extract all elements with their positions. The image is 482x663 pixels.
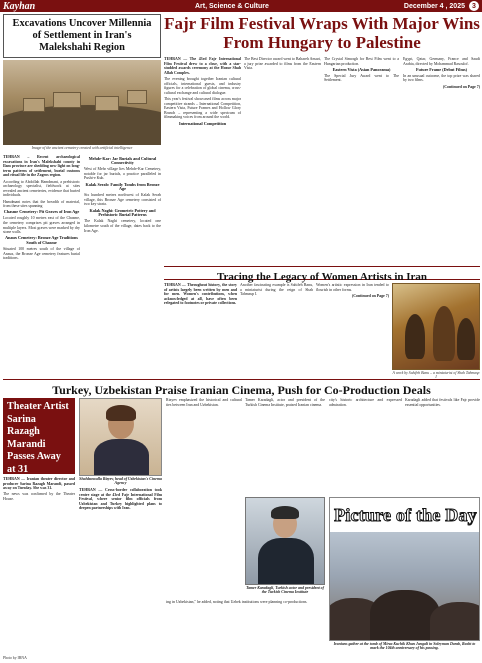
section-title: Art, Science & Culture xyxy=(194,2,269,10)
paragraph: The Best Director award went to Bahareh Ansari, a jury prize awarded to films from the Eastern Vista. xyxy=(244,57,321,71)
paragraph: Women's artistic expression in Iran tended to flourish in other forms. xyxy=(316,283,389,292)
paragraph: Another fascinating example is Sahifeh Banu, a miniaturist during the reign of Shah Tahmasp I. xyxy=(240,283,313,297)
cemetery-image xyxy=(3,60,161,145)
paragraph: Located roughly 10 metres east of the Chasme, the cemetery comprises pit graves arranged in multiple layers. Most graves were marked by dry stone walls. xyxy=(3,216,80,235)
festival-column-3 xyxy=(324,57,399,262)
turkey-column-5 xyxy=(405,398,480,494)
paragraph: Hamdmani notes that the breadth of material, from these sites spanning xyxy=(3,199,80,209)
paragraph: According to Abdollah Hamdmani, a prehistoric archaeology specialist, fieldwork at sites revealed ancient cemeteries, evidence that buried individuals. xyxy=(3,179,80,198)
potd-image xyxy=(330,532,480,641)
tracing-column-1 xyxy=(164,283,237,378)
paragraph: The Kalak Naghi cemetery, located one kilometre south of the village, dates back to the Iron Age. xyxy=(84,219,161,233)
turkey-headline xyxy=(3,381,480,395)
paragraph: TEHRAN — Cross-border collaboration took centre stage at the 43rd Fajr International Film Festival, where senior film officials from Uzbekistan and Turkey highlighted plans to deepen partnerships with Iran. xyxy=(79,488,162,511)
paragraph: The Special Jury Award went to The Settlement. xyxy=(324,73,399,83)
tracing-column-3 xyxy=(316,283,389,378)
karadagli-portrait-caption: Tamer Karadagli, Turkish actor and president of the Turkish Cinema Institute xyxy=(246,586,324,595)
continued-note: (Continued on Page 7) xyxy=(351,293,389,298)
picture-of-the-day xyxy=(329,497,480,641)
subhead: Eastern Vista (Asian Panorama) xyxy=(332,66,391,72)
paragraph: Karadagli added that festivals like Fajr provide essential opportunities. xyxy=(405,398,480,407)
paragraph: TEHRAN — The 43rd Fajr International Film Festival drew to a close, with a star-studded awards ceremony at the Hozur Shah Allah Complex. xyxy=(164,57,241,75)
paragraph: The evening brought together Iranian cultural officials, international guests, and industry figures for a celebration of global cinema, cross-cultural exchange and cultural dialogue. xyxy=(164,76,241,95)
festival-column-1 xyxy=(164,57,241,262)
paragraph: ing in Uzbekistan," he added, noting that Uzbek institutions were planning co-productions. xyxy=(166,600,308,604)
subhead: International Competition xyxy=(178,120,227,126)
paragraph: Rizyev emphasized the historical and cultural ties between Iran and Uzbekistan. xyxy=(166,398,242,407)
paragraph: Tamer Karadagli, actor and president of the Turkish Cinema Institute, praised Iranian cinema. xyxy=(245,398,325,407)
paragraph: Six hundred metres northwest of Kalak Serab village, this Bronze Age cemetery consisted of two key strata. xyxy=(84,193,161,207)
theater-column xyxy=(3,477,75,655)
continued-note: (Continued on Page 7) xyxy=(442,84,480,89)
paragraph: TEHRAN — Iranian theater director and producer Sarina Razagh Marandi, passed away on Tuesday. She was 31. xyxy=(3,477,75,491)
paragraph: This year's festival showcased films across major competitive strands – International Competition, Eastern Vista, Future Frames and Hollow Glory Branch – representing a wide spectrum of filmmaking voices from around the world. xyxy=(164,96,241,120)
festival-column-2 xyxy=(244,57,321,262)
paragraph: The Crystal Simorgh for Best Film went to a Hungarian production. xyxy=(324,57,399,66)
theater-headline-text: Theater Artist Sarina Razagh Marandi Passes Away at 31 xyxy=(7,401,69,475)
cemetery-image-caption: Image of the ancient cemetery created with artificial intelligence xyxy=(31,146,133,150)
paragraph: West of Mehr village lies Mehde-Kar Cemetery, notable for jar burials, a practice paralleled in Pusht-e Kuh. xyxy=(84,167,161,181)
festival-headline-text: Fajr Film Festival Wraps With Major Wins From Hungary to Palestine xyxy=(164,14,480,52)
page-number: 3 xyxy=(469,1,479,11)
excavation-column-2 xyxy=(84,155,161,380)
tracing-headline xyxy=(164,266,480,283)
potd-title: Picture of the Day xyxy=(334,505,477,525)
tracing-column-2 xyxy=(240,283,313,378)
masthead xyxy=(0,0,482,12)
subhead: Kalak Naghi: Geometric Pottery and Prehistoric Burial Patterns xyxy=(89,207,156,218)
newspaper-logo: Kayhan xyxy=(3,0,36,12)
turkey-column-3 xyxy=(245,398,325,494)
potd-caption: Iranians gather at the tomb of Mirza Kuchik Khan Jangali in Soleyman Darab, Rasht to mark the 104th anniversary of his passing. xyxy=(333,642,476,651)
subhead: Mehde-Kar: Jar Burials and Cultural Connectivity xyxy=(88,155,157,166)
rizyev-portrait-caption: Shahbanoulla Rizyev, head of Uzbekistan's Cinema Agency xyxy=(79,477,162,486)
issue-date: December 4 , 2025 xyxy=(403,2,465,10)
miniature-artwork-caption: A work by Sahifeh Banu – a miniaturist of Shah Tahmasp I xyxy=(392,371,480,380)
paragraph: Egypt, Qatar, Germany, France and Saudi Arabia, directed by Mohammad Rasoulof. xyxy=(403,57,480,66)
tracing-headline-text: Tracing the Legacy of Women Artists in Iran xyxy=(216,271,428,283)
paragraph: The news was confirmed by the Theater House. xyxy=(3,492,75,501)
theater-headline xyxy=(3,398,75,474)
potd-banner xyxy=(330,498,480,532)
turkey-column-bottom xyxy=(166,600,325,654)
excavation-headline-text: Excavations Uncover Millennia of Settlement in Iran's Malekshahi Region xyxy=(12,18,152,53)
subhead: Chasme Cemetery: Pit Graves of Iron Age xyxy=(3,209,80,215)
turkey-column-4 xyxy=(329,398,402,494)
subhead: Anaux Cemetery: Bronze Age Traditions South of Chasme xyxy=(5,235,78,245)
subhead: Future Frame (Debut Films) xyxy=(416,66,467,72)
divider xyxy=(3,379,480,380)
festival-column-4 xyxy=(403,57,480,262)
paragraph: In an unusual outcome, the top prize was shared by two films. xyxy=(403,73,480,83)
rizyev-portrait xyxy=(79,398,162,476)
paragraph: TEHRAN — Throughout history, the story of artists largely been written by men and for men. Women's contributions, when acknowledged at all, have often been relegated to footnotes or private collections. xyxy=(164,283,237,306)
paragraph: TEHRAN – Recent archaeological excavations in Iran's Malekshahi county in Ilam province are shedding new light on long-term patterns of settlement, burial customs and ritual life in the Zagros region. xyxy=(3,155,80,178)
paragraph: city's historic architecture and expressed admiration. xyxy=(329,398,402,407)
turkey-column-1 xyxy=(79,488,162,658)
festival-headline xyxy=(164,14,480,54)
photo-credit: Photo by IRNA xyxy=(3,656,27,660)
subhead: Kalak Serab: Family Tombs from Bronze Age xyxy=(85,181,160,192)
turkey-headline-text: Turkey, Uzbekistan Praise Iranian Cinema, Push for Co-Production Deals xyxy=(52,383,431,397)
karadagli-portrait xyxy=(245,497,325,585)
paragraph: Situated 100 metres south of the village of Anaux, the Bronze Age cemetery features burial traditions. xyxy=(3,247,80,261)
miniature-artwork-image xyxy=(392,283,480,370)
excavation-headline xyxy=(3,14,161,58)
